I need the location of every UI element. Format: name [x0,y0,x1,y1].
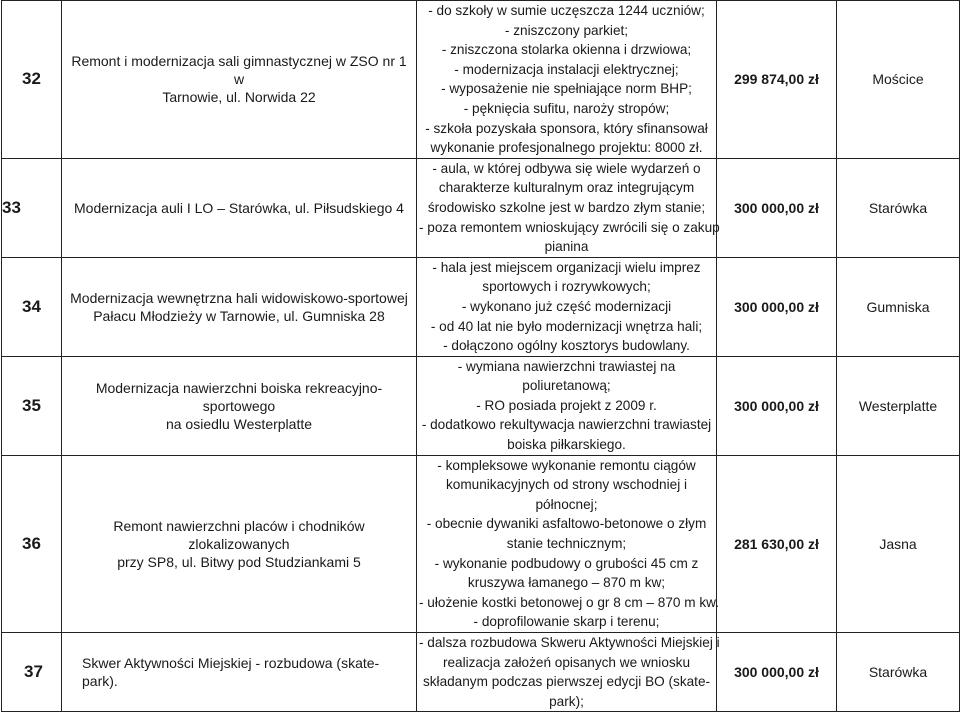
project-cost: 300 000,00 zł [717,257,837,356]
project-title-line: na osiedlu Westerplatte [165,415,313,432]
row-number: 34 [2,257,62,356]
description-line: - dodatkowo rekultywacja nawierzchni trawiastej [421,417,712,433]
project-title-line: przy SP8, ul. Bitwy pod Studziankami 5 [117,553,361,570]
description-line: wykonanie profesjonalnego projektu: 8000 zł. [430,140,703,156]
description-line: - dołączono ogólny kosztorys budowlany. [443,338,690,354]
description-line: północnej; [535,496,598,512]
description-line: - do szkoły w sumie uczęszcza 1244 uczniów; [428,3,705,18]
description-line: składanym podczas pierwszej edycji BO (skate- [422,674,711,690]
table-row [2,1,960,159]
project-title [62,257,417,356]
project-location: Starówka [837,633,960,712]
project-description [417,158,720,257]
project-cost: 300 000,00 zł [717,158,837,257]
project-location: Mościce [837,1,960,159]
row-number: 35 [2,356,62,455]
description-line: charakterze kulturalnym oraz integrującym [438,180,695,196]
project-title-line: Modernizacja nawierzchni boiska rekreacyjno-sportowego [95,379,383,414]
description-line: - kompleksowe wykonanie remontu ciągów [437,457,696,473]
project-cost: 299 874,00 zł [717,1,837,159]
project-title-line: Skwer Aktywności Miejskiej - rozbudowa (skate-park). [82,655,380,690]
project-description [417,1,717,159]
description-line: - poza remontem wnioskujący zwrócili się o zakup [419,219,720,235]
project-title-line: Modernizacja auli I LO – Starówka, ul. Piłsudskiego 4 [74,199,404,216]
description-line: - zniszczony parkiet; [504,22,629,38]
project-cost: 300 000,00 zł [717,356,837,455]
project-title [62,1,417,159]
description-line: - od 40 lat nie było modernizacji wnętrza hali; [430,318,703,334]
description-line: - aula, w której odbywa się wiele wydarzeń o [432,160,701,176]
project-title [62,455,417,632]
description-line: kruszywa łamanego – 870 m kw; [467,575,666,591]
description-line: - zniszczona stolarka okienna i drzwiowa; [441,42,692,58]
budget-projects-table [1,0,960,712]
description-line: komunikacyjnych od strony wschodniej i [445,477,688,493]
description-line: sportowych i rozrywkowych; [482,279,651,295]
description-line: środowisko szkolne jest w bardzo złym stanie; [427,199,706,215]
row-number: 33 [2,158,62,257]
project-description [417,356,717,455]
project-title [62,158,417,257]
description-line: boiska piłkarskiego. [507,437,626,453]
project-title [62,633,417,712]
description-line: - szkoła pozyskała sponsora, który sfinansował [425,120,708,136]
project-title-line: Modernizacja wewnętrzna hali widowiskowo-sportowej [70,289,408,306]
project-description [417,455,717,632]
description-line: - obecnie dywaniki asfaltowo-betonowe o złym [426,516,707,532]
project-location: Westerplatte [837,356,960,455]
description-line: poliuretanową; [522,378,611,394]
project-title-line: Remont nawierzchni placów i chodników zlokalizowanych [113,517,365,552]
description-line: park); [549,693,584,709]
table-row [2,356,960,455]
description-line: - ułożenie kostki betonowej o gr 8 cm – 870 m kw. [419,594,719,610]
description-line: - wykonano już część modernizacji [461,298,672,314]
table-row [2,455,960,632]
table-row [2,158,960,257]
description-line: - wykonanie podbudowy o grubości 45 cm z [434,555,699,571]
project-cost: 281 630,00 zł [717,455,837,632]
project-location: Jasna [837,455,960,632]
table-row [2,257,960,356]
row-number: 36 [2,455,62,632]
description-line: - doprofilowanie skarp i terenu; [473,614,660,630]
row-number: 32 [2,1,62,159]
description-line: - pęknięcia sufitu, naroży stropów; [463,100,670,116]
description-line: - modernizacja instalacji elektrycznej; [454,61,679,77]
description-line: - RO posiada projekt z 2009 r. [476,397,657,413]
project-description [417,257,717,356]
table-row [2,633,960,712]
description-line: realizacja założeń opisanych we wniosku [442,654,691,670]
project-title-line: Tarnowie, ul. Norwida 22 [162,89,316,106]
project-location: Gumniska [837,257,960,356]
project-title-line: Pałacu Młodzieży w Tarnowie, ul. Gumniska 28 [93,307,385,324]
description-line: - dalsza rozbudowa Skweru Aktywności Miejskiej i [419,635,720,650]
project-description [417,633,720,712]
description-line: - wymiana nawierzchni trawiastej na [457,358,676,374]
description-line: pianina [544,239,589,255]
description-line: stanie technicznym; [506,536,627,552]
project-cost: 300 000,00 zł [717,633,837,712]
description-line: - hala jest miejscem organizacji wielu imprez [432,259,701,275]
project-title [62,356,417,455]
project-location: Starówka [837,158,960,257]
description-line: - wyposażenie nie spełniające norm BHP; [441,81,692,97]
project-title-line: Remont i modernizacja sali gimnastycznej w ZSO nr 1 w [71,53,407,88]
row-number: 37 [2,633,62,712]
